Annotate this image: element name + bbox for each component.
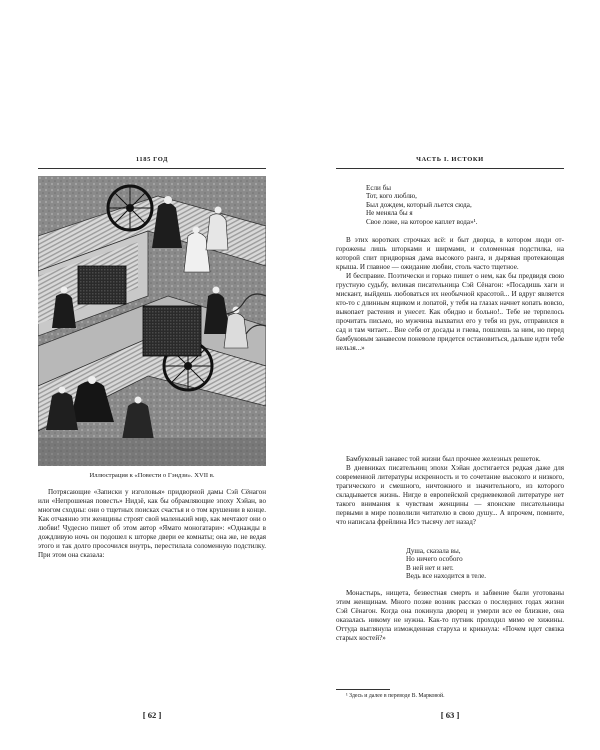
poem-line: Свое ложе, на которое каплет вода»¹. xyxy=(366,217,478,226)
running-head-left: 1185 ГОД xyxy=(135,156,169,163)
footnote-rule xyxy=(336,689,390,690)
right-page xyxy=(336,156,564,720)
paragraph: И бесправие. Поэтически и горько пишет о нем, как бы предвидя свою грустную судьбу, великая писательница Сэй Сёнагон: «Посадишь хаги и мискант, выйдешь любоваться их необычной красотой... И вдруг является кто-то с длинным ящиком и лопатой, у тебя на глазах начнет копать вовсю, выкопает растения и унесет. Как обидно и больно!.. Тебе не терпелось прочитать письмо, но мужчина выхватил его у тебя из рук, отправился в сад и там читает... Вне себя от досады и гнева, пошлешь за ним, но перед бамбуковым занавесом поневоле придется остановиться, дальше идти тебе нельзя...» xyxy=(336,272,564,352)
paragraph: В этих коротких строчках всё: и быт дворца, в котором люди от-горожены лишь шторками и ширмами, и соломенная подстилка, на которой спит придворная дама высокого ранга, и дырявая протекающая крыша. И главное — ожидание любви, столь часто тщетное. xyxy=(336,236,564,271)
running-head-rule-left xyxy=(38,168,266,169)
poem-line: Но ничего особого xyxy=(406,555,463,564)
genji-illustration xyxy=(38,176,266,466)
paragraph: В дневниках писательниц эпохи Хэйан достигается редкая даже для современной литературы искренность и то сочетание высокого и низкого, трагического и смешного, ничтожного и значительного, из которого складывается жизнь. Нигде в европейской средневековой литературе нет такого внимания к чувствам женщины — японские писательницы первыми в мире позволили читателю в свою душу... А впрочем, помните, что написала фрейлина Исэ тысячу лет назад? xyxy=(336,464,564,526)
left-body-text xyxy=(38,488,266,560)
right-body-text-1 xyxy=(336,236,564,353)
poem-excerpt-2 xyxy=(406,547,556,581)
left-page xyxy=(38,156,266,720)
right-body-text-2 xyxy=(336,455,564,527)
running-head-rule-right xyxy=(336,168,564,169)
poem-line: В ней нет и нет. xyxy=(406,563,454,572)
footnote: ¹ Здесь и далее в переводе В. Марковой. xyxy=(346,693,445,699)
illustration-caption: Иллюстрация к «Повести о Гэндзи». XVII в. xyxy=(89,472,215,479)
page-number-right: [ 63 ] xyxy=(440,710,460,720)
poem-excerpt-1 xyxy=(366,184,556,226)
right-body-text-3 xyxy=(336,589,564,643)
poem-line: Если бы xyxy=(366,184,391,192)
running-head-right: ЧАСТЬ I. ИСТОКИ xyxy=(416,156,484,163)
paragraph: Бамбуковый занавес той жизни был прочнее железных решеток. xyxy=(346,455,541,463)
paragraph: Потрясающие «Записки у изголовья» придворной дамы Сэй Сёнагон или «Непрошеная повесть» Нидзё, как бы обрамляющие эпоху Хэйан, во многом сходны: они о тщетных поисках счастья и о том крушении в конце. Как отчаянно эти женщины строят свой маленький мир, как мечтают они о любви! Чудесно пишет об этом автор «Ямато моногатари»: «Однажды в дождливую ночь он подошел к шторке двери ее комнаты; она же, не ведая этого и так долго просочился внутрь, перестилала соломенную подстилку. При этом она сказала: xyxy=(38,488,266,559)
poem-line: Ведь все находится в теле. xyxy=(406,572,487,581)
paragraph: Монастырь, нищета, безвестная смерть и забвение были уготованы этим женщинам. Много позже возник рассказ о последних годах жизни Сэй Сёнагон. Когда она покинула дворец и умерли все ее близкие, она оказалась никому не нужна. Как-то путник проходил мимо ее хижины. Оттуда выглянула изможденная старуха и крикнула: «Почем идет связка старых костей?» xyxy=(336,589,564,642)
page-number-left: [ 62 ] xyxy=(142,710,162,720)
poem-line: Не меняла бы я xyxy=(366,209,413,218)
poem-line: Был дождем, который льется сюда, xyxy=(366,200,472,209)
poem-line: Тот, кого люблю, xyxy=(366,192,417,201)
poem-line: Душа, сказала вы, xyxy=(406,547,461,555)
